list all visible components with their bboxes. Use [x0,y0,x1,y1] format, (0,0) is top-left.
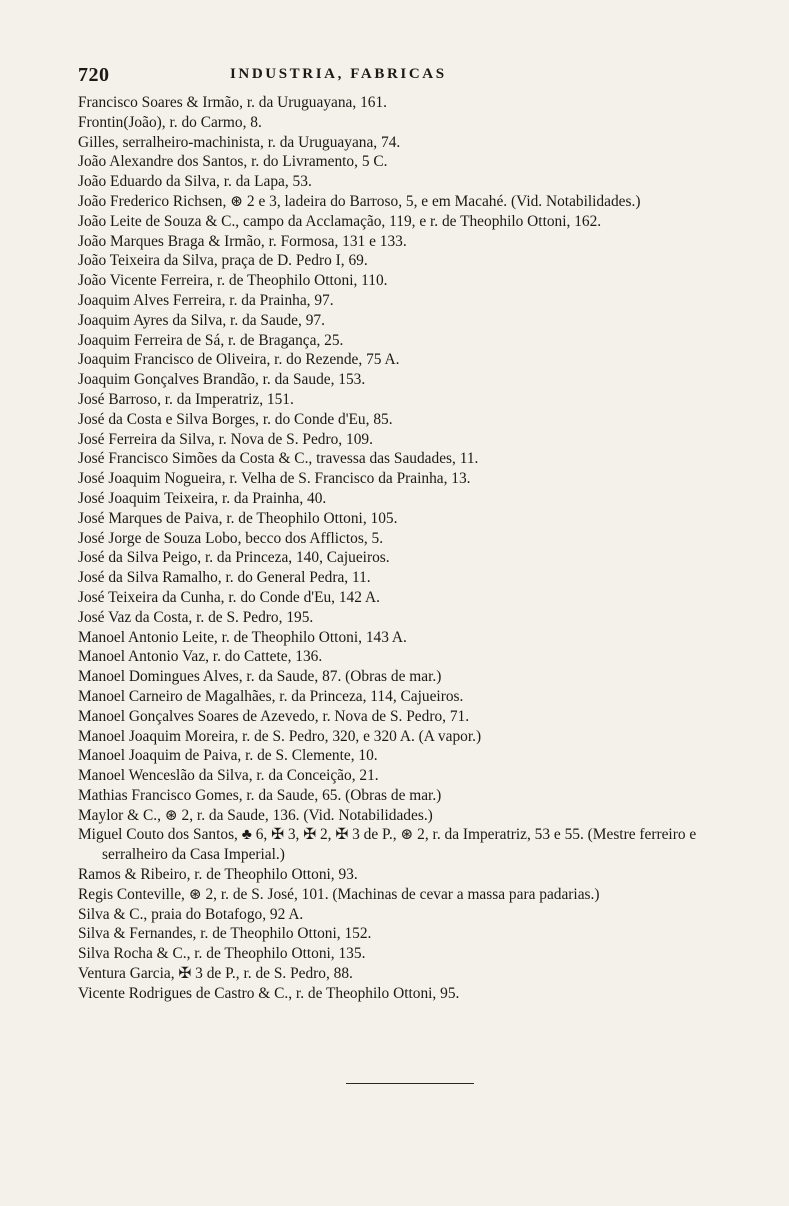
list-item: Joaquim Francisco de Oliveira, r. do Rezende, 75 A. [78,351,400,369]
list-item: Joaquim Gonçalves Brandão, r. da Saude, 153. [78,371,366,389]
list-item: Maylor & C., ⊛ 2, r. da Saude, 136. (Vid. Notabilidades.) [78,806,433,824]
list-item: Vicente Rodrigues de Castro & C., r. de Theophilo Ottoni, 95. [78,984,460,1002]
directory-list [78,93,728,1004]
list-item: Ramos & Ribeiro, r. de Theophilo Ottoni, 93. [78,866,358,884]
list-item: Manoel Joaquim de Paiva, r. de S. Clemente, 10. [78,747,378,765]
list-item: Silva & Fernandes, r. de Theophilo Ottoni, 152. [78,925,372,943]
list-item: João Alexandre dos Santos, r. do Livramento, 5 C. [78,153,388,171]
list-item: Manoel Carneiro de Magalhães, r. da Princeza, 114, Cajueiros. [78,687,464,705]
list-item: Joaquim Alves Ferreira, r. da Prainha, 97. [78,291,334,309]
page-header [78,64,538,88]
list-item: João Marques Braga & Irmão, r. Formosa, 131 e 133. [78,232,407,250]
list-item: José da Silva Ramalho, r. do General Pedra, 11. [78,569,371,587]
list-item: Mathias Francisco Gomes, r. da Saude, 65. (Obras de mar.) [78,786,442,804]
closing-rule [346,1083,474,1084]
list-item: José Joaquim Teixeira, r. da Prainha, 40. [78,489,327,507]
list-item: Manoel Gonçalves Soares de Azevedo, r. Nova de S. Pedro, 71. [78,707,470,725]
list-item: José Vaz da Costa, r. de S. Pedro, 195. [78,608,314,626]
list-item: Silva Rocha & C., r. de Theophilo Ottoni, 135. [78,945,366,963]
list-item: Ventura Garcia, ✠ 3 de P., r. de S. Pedro, 88. [78,965,353,983]
list-item: José Jorge de Souza Lobo, becco dos Afflictos, 5. [78,529,384,547]
list-item: José Joaquim Nogueira, r. Velha de S. Francisco da Prainha, 13. [78,470,471,488]
list-item: Regis Conteville, ⊛ 2, r. de S. José, 101. (Machinas de cevar a massa para padarias.) [78,885,600,903]
list-item: José Teixeira da Cunha, r. do Conde d'Eu, 142 A. [78,588,380,606]
list-item: José Marques de Paiva, r. de Theophilo Ottoni, 105. [78,509,398,527]
list-item: Joaquim Ayres da Silva, r. da Saude, 97. [78,311,325,329]
list-item: José Ferreira da Silva, r. Nova de S. Pedro, 109. [78,430,373,448]
list-item: Miguel Couto dos Santos, ♣ 6, ✠ 3, ✠ 2, ✠ 3 de P., ⊛ 2, r. da Imperatriz, 53 e 55. (Mestre ferreiro e serralheiro da Casa Imperial.) [78,826,697,864]
list-item: José Barroso, r. da Imperatriz, 151. [78,390,294,408]
list-item: Silva & C., praia do Botafogo, 92 A. [78,905,304,923]
list-item: João Frederico Richsen, ⊛ 2 e 3, ladeira do Barroso, 5, e em Macahé. (Vid. Notabilidades.) [78,192,641,210]
list-item: João Teixeira da Silva, praça de D. Pedro I, 69. [78,252,368,270]
running-head: INDUSTRIA, FABRICAS [230,66,447,82]
list-item: Manoel Joaquim Moreira, r. de S. Pedro, 320, e 320 A. (A vapor.) [78,727,482,745]
list-item: João Leite de Souza & C., campo da Acclamação, 119, e r. de Theophilo Ottoni, 162. [78,212,602,230]
list-item: Frontin(João), r. do Carmo, 8. [78,113,262,131]
list-item: Manoel Domingues Alves, r. da Saude, 87. (Obras de mar.) [78,668,442,686]
list-item: João Eduardo da Silva, r. da Lapa, 53. [78,173,312,191]
page-number: 720 [78,64,110,86]
list-item: Manoel Antonio Leite, r. de Theophilo Ottoni, 143 A. [78,628,407,646]
list-item: José da Costa e Silva Borges, r. do Conde d'Eu, 85. [78,410,393,428]
list-item: José da Silva Peigo, r. da Princeza, 140, Cajueiros. [78,549,390,567]
list-item: José Francisco Simões da Costa & C., travessa das Saudades, 11. [78,450,479,468]
list-item: Manoel Wenceslão da Silva, r. da Conceição, 21. [78,767,379,785]
list-item: Joaquim Ferreira de Sá, r. de Bragança, 25. [78,331,344,349]
list-item: Francisco Soares & Irmão, r. da Uruguayana, 161. [78,94,388,111]
list-item: João Vicente Ferreira, r. de Theophilo Ottoni, 110. [78,272,388,290]
list-item: Manoel Antonio Vaz, r. do Cattete, 136. [78,648,323,666]
list-item: Gilles, serralheiro-machinista, r. da Uruguayana, 74. [78,133,401,151]
